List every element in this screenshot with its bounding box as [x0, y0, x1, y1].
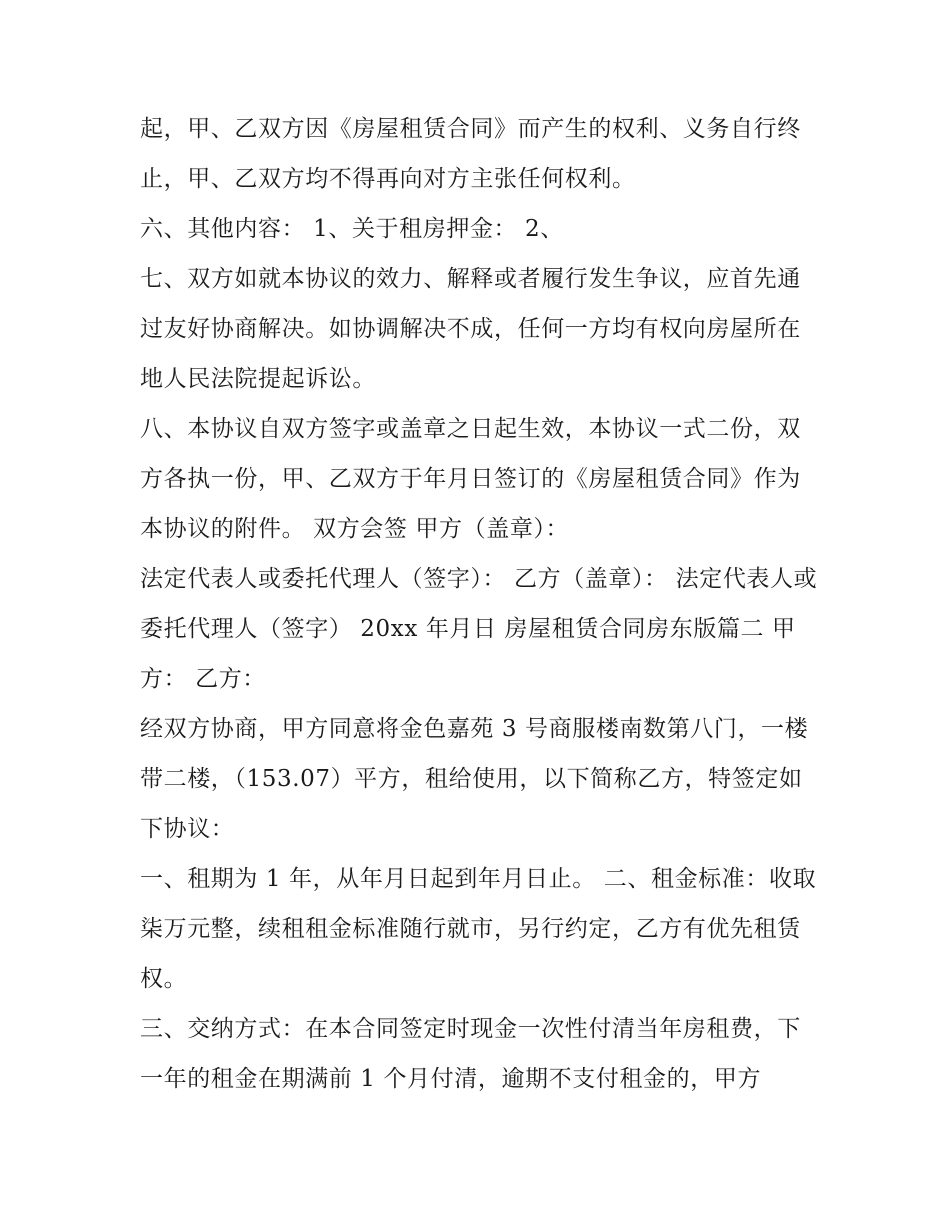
paragraph-payment-method: 三、交纳方式：在本合同签定时现金一次性付清当年房租费，下一年的租金在期满前 1 个月付清，逾期不支付租金的，甲方: [140, 1016, 801, 1092]
paragraph-dispute-resolution: 七、双方如就本协议的效力、解释或者履行发生争议，应首先通过友好协商解决。如协调解决不成，任何一方均有权向房屋所在地人民法院提起诉讼。: [140, 266, 801, 392]
paragraph-other-content: 六、其他内容： 1、关于租房押金： 2、: [140, 216, 564, 242]
paragraph-termination: 起，甲、乙双方因《房屋租赁合同》而产生的权利、义务自行终止，甲、乙双方均不得再向对方主张任何权利。: [140, 116, 801, 192]
paragraph-agreement-intro: 经双方协商，甲方同意将金色嘉苑 3 号商服楼南数第八门，一楼带二楼，（153.07）平方，租给使用，以下简称乙方，特签定如下协议：: [140, 716, 809, 842]
paragraph-effectiveness: 八、本协议自双方签字或盖章之日起生效，本协议一式二份，双方各执一份，甲、乙双方于年月日签订的《房屋租赁合同》作为本协议的附件。 双方会签 甲方（盖章）：: [140, 416, 801, 542]
document-body: [140, 104, 820, 1104]
paragraph-lease-term: 一、租期为 1 年，从年月日起到年月日止。 二、租金标准：收取柒万元整，续租租金标准随行就市，另行约定，乙方有优先租赁权。: [140, 866, 817, 992]
paragraph-signatures: 法定代表人或委托代理人（签字）： 乙方（盖章）： 法定代表人或委托代理人（签字） 20xx 年月日 房屋租赁合同房东版篇二 甲方： 乙方：: [140, 566, 818, 692]
